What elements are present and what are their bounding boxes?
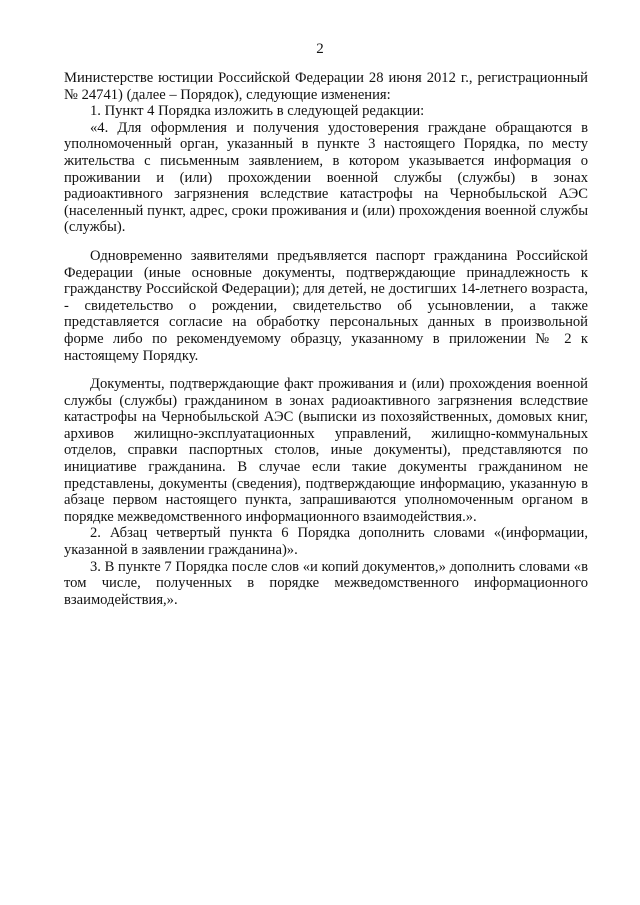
paragraph-item-1: 1. Пункт 4 Порядка изложить в следующей редакции:	[90, 103, 425, 120]
paragraph-passport: Одновременно заявителями предъявляется паспорт гражданина Российской Федерации (иные основные документы, подтверждающие принадлежность к гражданству Российской Федерации); для детей, не достигших 14-летнего возраста, - свидетельство о рождении, свидетельство об усыновлении, а также представляется согласие на обработку персональных данных в произвольной форме либо по рекомендуемому образцу, указанному в приложении № 2 к настоящему Порядку.	[64, 247, 588, 364]
paragraph-documents: Документы, подтверждающие факт проживания и (или) прохождения военной службы (службы) гражданином в зонах радиоактивного загрязнения вследствие катастрофы на Чернобыльской АЭС (выписки из похозяйственных, домовых книг, архивов жилищно-эксплуатационных управлений, жилищно-коммунальных отделов, справки паспортных столов, иные документы), представляются по инициативе гражданина. В случае если такие документы гражданином не представлены, документы (сведения), подтверждающие информацию, указанную в абзаце первом настоящего пункта, запрашиваются уполномоченным органом в порядке межведомственного информационного взаимодействия.».	[64, 376, 588, 525]
paragraph-item-3: 3. В пункте 7 Порядка после слов «и копий документов,» дополнить словами «в том числе, полученных в порядке межведомственного информационного взаимодействия,».	[64, 558, 588, 608]
document-body	[64, 70, 588, 608]
paragraph-point-4: «4. Для оформления и получения удостоверения граждане обращаются в уполномоченный орган, указанный в пункте 3 настоящего Порядка, по месту жительства с письменным заявлением, в котором указывается информация о проживании и (или) прохождении военной службы (службы) в зонах радиоактивного загрязнения вследствие катастрофы на Чернобыльской АЭС (населенный пункт, адрес, сроки проживания и (или) прохождения военной службы (службы).	[64, 119, 588, 236]
paragraph-continuation: Министерстве юстиции Российской Федерации 28 июня 2012 г., регистрационный № 24741) (далее – Порядок), следующие изменения:	[64, 70, 588, 103]
paragraph-item-2: 2. Абзац четвертый пункта 6 Порядка дополнить словами «(информации, указанной в заявлении гражданина)».	[64, 525, 588, 559]
page-number: 2	[316, 41, 324, 57]
